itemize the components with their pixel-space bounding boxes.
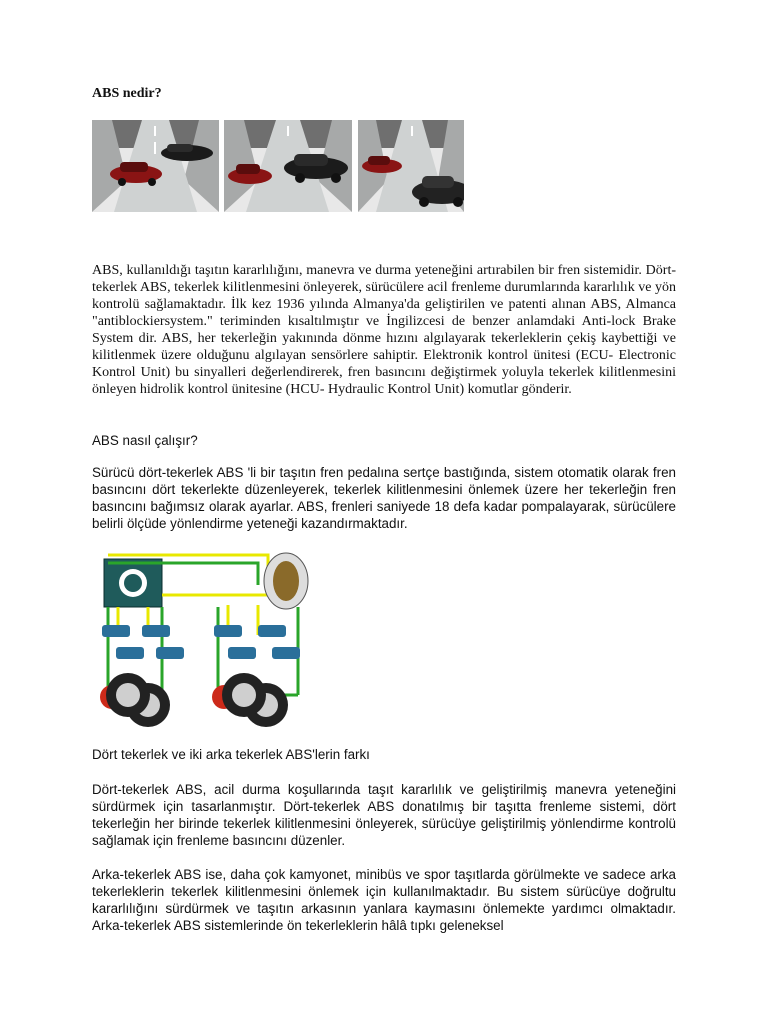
paragraph-four-wheel-abs: Dört-tekerlek ABS, acil durma koşullarında taşıt kararlılık ve geliştirilmiş manevra yeteneğini sürdürmek için tasarlanmıştır. Dört-tekerlek ABS donatılmış bir taşıtta frenleme sistemi, dört tekerleğin her birinde tekerlek kilitlenmesini önleyerek, sürücüye geliştirilmiş yönlendirme kontrolü sağlamak için frenleme basıncını düzenler.: [92, 782, 676, 848]
paragraph-abs-definition: ABS, kullanıldığı taşıtın kararlılığını, manevra ve durma yeteneğini artırabilen bir fren sistemidir. Dört-tekerlek ABS, tekerlek kilitlenmesini önleyerek, sürücülere acil frenleme durumlarında kararlılık ve yön kontrolü sağlamaktadır. İlk kez 1936 yılında Almanya'da geliştirilen ve patenti alınan ABS, Almanca "antiblockiersystem." teriminden kısaltılmıştır ve İngilizcesi de benzer anlamdaki Anti-lock Brake System dir. ABS, her tekerleğin yakınında dönme hızını algılayarak tekerleklerin çekiş kaybettiği ve kilitlenmek üzere olduğunu algılayan sensörlere sahiptir. Elektronik kontrol ünitesi (ECU- Electronic Kontrol Unit) bu sinyalleri değerlendirerek, fren basıncını değiştirmek yoluyla tekerlek kilitlenmesini önleyen hidrolik kontrol ünitesine (HCU- Hydraulic Kontrol Unit) komutlar gönderir.: [92, 263, 676, 397]
paragraph-how-abs-works: Sürücü dört-tekerlek ABS 'li bir taşıtın fren pedalına sertçe bastığında, sistem otomatik olarak fren basıncını dört tekerlekte düzenleyerek, tekerlek kilitlenmesini önlemek üzere her tekerleğin fren basıncını bağımsız olarak ayarlar. ABS, frenleri saniyede 18 defa kadar pompalayarak, sürücülere belirli ölçüde yönlendirme yeteneği kazandırmaktadır.: [92, 465, 676, 531]
section-question-how-abs-works: ABS nasıl çalışır?: [92, 433, 198, 448]
abs-hydraulic-circuit-diagram: [98, 545, 320, 735]
page-title: ABS nedir?: [92, 86, 162, 101]
paragraph-rear-wheel-abs: Arka-tekerlek ABS ise, daha çok kamyonet, minibüs ve spor taşıtlarda görülmekte ve sadece arka tekerleklerin tekerlek kilitlenmesini önlemek için kullanılmaktadır. Bu sistem sürücüye doğrultu kararlılığını sürdürmek ve taşıtın arkasının yanlara kaymasını önlemekte yardımcı olmaktadır. Arka-tekerlek ABS sistemlerinde ön tekerleklerin hâlâ tıpkı geleneksel: [92, 867, 676, 933]
car-braking-photo-3: [358, 120, 464, 212]
car-braking-photo-1: [92, 120, 219, 212]
diagram-caption: Dört tekerlek ve iki arka tekerlek ABS'lerin farkı: [92, 747, 370, 762]
car-braking-photo-2: [224, 120, 352, 212]
car-braking-photos: [92, 120, 464, 212]
